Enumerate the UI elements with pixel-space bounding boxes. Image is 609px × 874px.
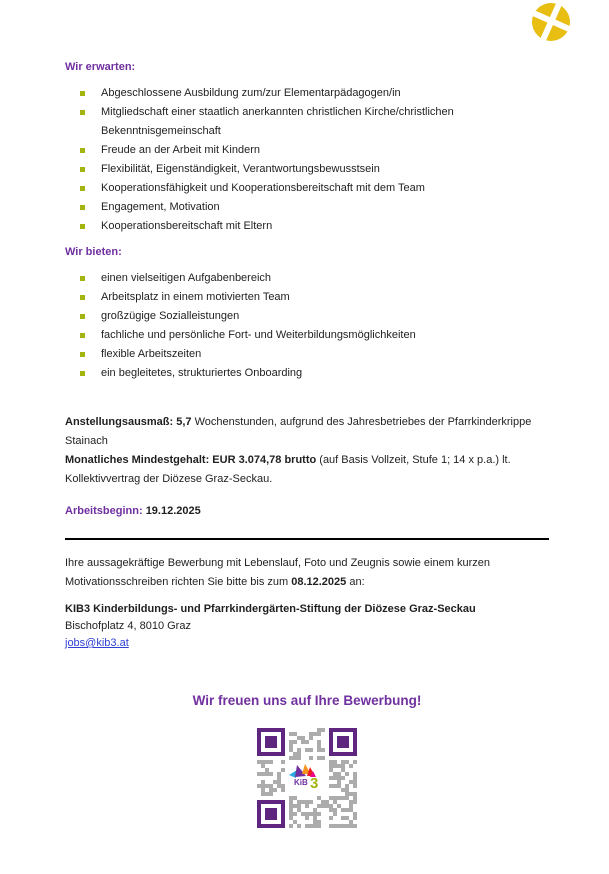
- list-item: [65, 198, 549, 217]
- bullet-square-icon: [80, 371, 85, 376]
- qr-code: [257, 728, 357, 828]
- bullet-square-icon: [80, 91, 85, 96]
- list-item: [65, 345, 549, 364]
- organization-address: Bischofplatz 4, 8010 Graz: [65, 620, 191, 632]
- bullet-square-icon: [80, 205, 85, 210]
- kib3-logo-graphic: [288, 763, 326, 793]
- bullet-square-icon: [80, 314, 85, 319]
- bullet-square-icon: [80, 352, 85, 357]
- list-item: [65, 160, 549, 179]
- list-item-text: flexible Arbeitszeiten: [101, 348, 202, 360]
- qr-finder-pattern: [257, 728, 285, 756]
- document-body: [65, 60, 549, 828]
- bullet-square-icon: [80, 186, 85, 191]
- list-item-text: Mitgliedschaft einer staatlich anerkannten christlichen Kirche/christlichen Bekenntnisgemeinschaft: [101, 106, 454, 137]
- application-intro: [65, 554, 549, 592]
- list-item-text: Freude an der Arbeit mit Kindern: [101, 144, 260, 156]
- salary-rest: (auf Basis Vollzeit, Stufe 1; 14 x p.a.) lt. Kollektivvertrag der Diözese Graz-Seckau.: [65, 454, 511, 485]
- list-item: [65, 269, 549, 288]
- qr-finder-pattern: [329, 728, 357, 756]
- list-item: [65, 217, 549, 236]
- list-item-text: einen vielseitigen Aufgabenbereich: [101, 272, 272, 284]
- logo-circle: [532, 3, 570, 41]
- start-date-value: 19.12.2025: [145, 505, 201, 517]
- email-link[interactable]: jobs@kib3.at: [65, 637, 129, 649]
- organization-name: KIB3 Kinderbildungs- und Pfarrkindergärten-Stiftung der Diözese Graz-Seckau: [65, 603, 476, 615]
- kib3-logo: [287, 761, 327, 795]
- list-item-text: Flexibilität, Eigenständigkeit, Verantwortungsbewusstsein: [101, 163, 380, 175]
- list-item-text: Kooperationsbereitschaft mit Eltern: [101, 220, 273, 232]
- bullet-square-icon: [80, 224, 85, 229]
- list-item-text: Kooperationsfähigkeit und Kooperationsbereitschaft mit dem Team: [101, 182, 425, 194]
- divider: [65, 538, 549, 540]
- list-item: [65, 326, 549, 345]
- salary-bold: Monatliches Mindestgehalt: EUR 3.074,78 brutto: [65, 454, 317, 466]
- bullet-square-icon: [80, 148, 85, 153]
- qr-finder-pattern: [257, 800, 285, 828]
- employment-extent-bold: Anstellungsausmaß: 5,7: [65, 416, 192, 428]
- application-intro-after: an:: [346, 576, 365, 588]
- list-item-text: fachliche und persönliche Fort- und Weiterbildungsmöglichkeiten: [101, 329, 416, 341]
- start-date-line: [65, 502, 549, 521]
- employment-extent-rest: Wochenstunden, aufgrund des Jahresbetriebes der Pfarrkinderkrippe Stainach: [65, 416, 532, 447]
- expect-heading: Wir erwarten:: [65, 61, 136, 73]
- svg-text:3: 3: [310, 775, 319, 792]
- expect-list: [65, 84, 549, 236]
- bullet-square-icon: [80, 333, 85, 338]
- bullet-square-icon: [80, 276, 85, 281]
- application-intro-before: Ihre aussagekräftige Bewerbung mit Lebenslauf, Foto und Zeugnis sowie einem kurzen Motivationsschreiben richten Sie bitte bis zum: [65, 557, 490, 588]
- list-item: [65, 179, 549, 198]
- bullet-square-icon: [80, 295, 85, 300]
- bullet-square-icon: [80, 110, 85, 115]
- list-item-text: ein begleitetes, strukturiertes Onboarding: [101, 367, 303, 379]
- list-item-text: großzügige Sozialleistungen: [101, 310, 240, 322]
- bullet-square-icon: [80, 167, 85, 172]
- list-item-text: Abgeschlossene Ausbildung zum/zur Elementarpädagogen/in: [101, 87, 401, 99]
- contact-block: [65, 601, 549, 652]
- offer-list: [65, 269, 549, 383]
- church-logo: [532, 3, 570, 41]
- list-item: [65, 141, 549, 160]
- list-item-text: Engagement, Motivation: [101, 201, 220, 213]
- closing-line: Wir freuen uns auf Ihre Bewerbung!: [192, 693, 422, 708]
- svg-text:KiB: KiB: [294, 778, 308, 787]
- employment-paragraph: [65, 413, 549, 489]
- cross-icon: [532, 3, 570, 41]
- list-item-text: Arbeitsplatz in einem motivierten Team: [101, 291, 290, 303]
- list-item: [65, 288, 549, 307]
- list-item: [65, 103, 549, 141]
- application-deadline: 08.12.2025: [291, 576, 347, 588]
- offer-heading: Wir bieten:: [65, 246, 122, 258]
- list-item: [65, 307, 549, 326]
- start-date-label: Arbeitsbeginn:: [65, 505, 143, 517]
- list-item: [65, 364, 549, 383]
- list-item: [65, 84, 549, 103]
